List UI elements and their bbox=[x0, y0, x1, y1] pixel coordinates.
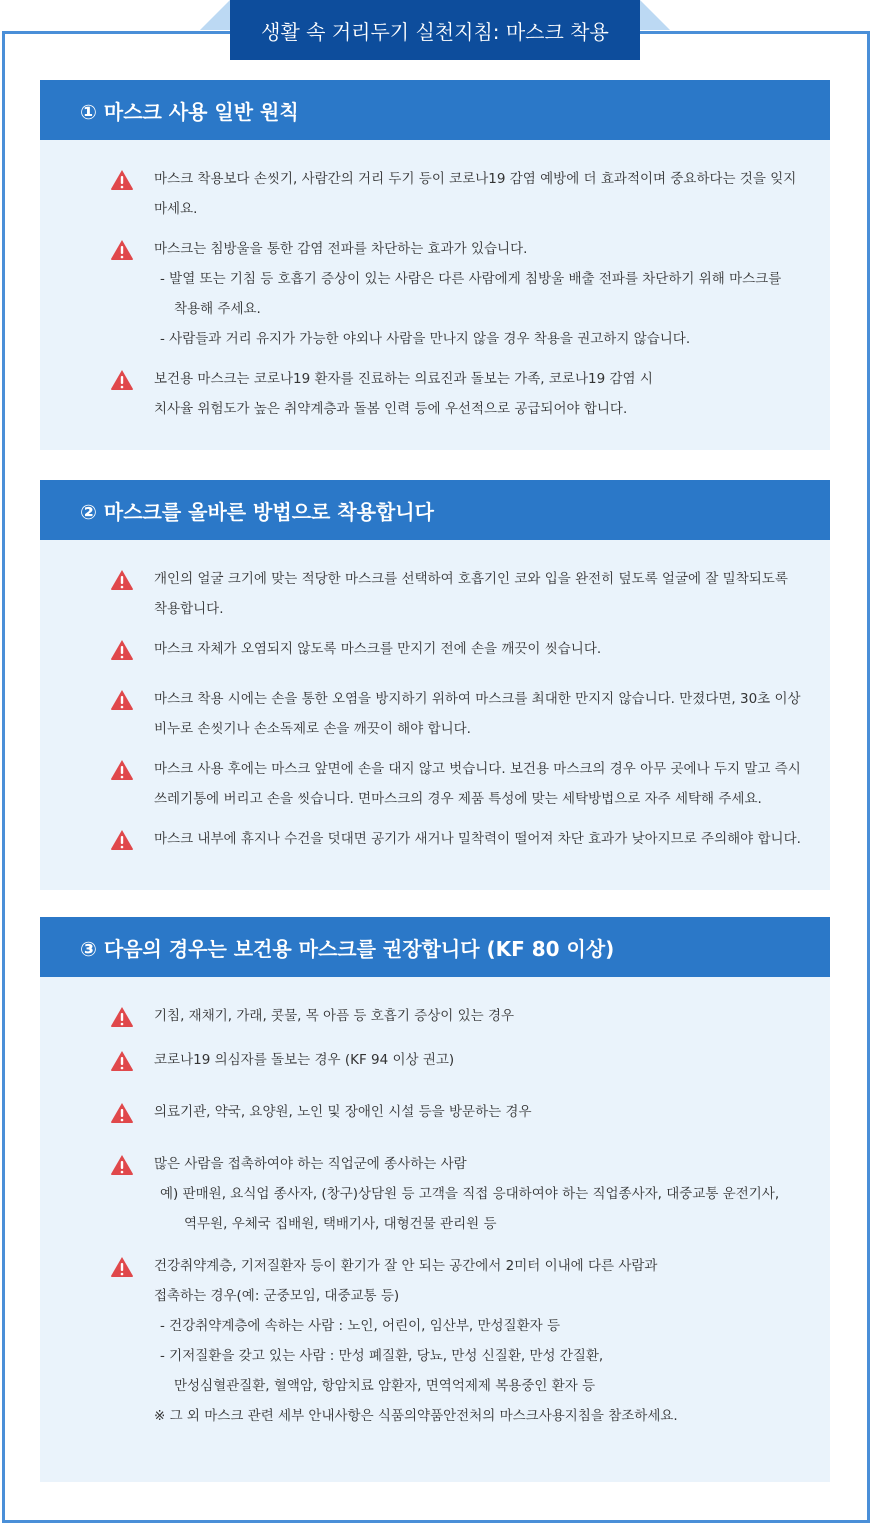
item-text: 의료기관, 약국, 요양원, 노인 및 장애인 시설 등을 방문하는 경우 bbox=[154, 1104, 532, 1120]
item-text: 기침, 재채기, 가래, 콧물, 목 아픔 등 호흡기 증상이 있는 경우 bbox=[154, 1008, 515, 1024]
item-text: 마세요. bbox=[154, 201, 198, 217]
item-subtext: - 사람들과 거리 유지가 가능한 야외나 사람을 만나지 않을 경우 착용을 권고하지 않습니다. bbox=[160, 331, 691, 347]
section-body bbox=[40, 540, 830, 890]
item-subtext: 만성심혈관질환, 혈액암, 항암치료 암환자, 면역억제제 복용중인 환자 등 bbox=[174, 1378, 596, 1394]
item-text: 비누로 손씻기나 손소독제로 손을 깨끗이 해야 합니다. bbox=[154, 721, 471, 737]
item-subtext: - 발열 또는 기침 등 호흡기 증상이 있는 사람은 다른 사람에게 침방울 배출 전파를 차단하기 위해 마스크를 bbox=[160, 271, 782, 287]
item-text: 코로나19 의심자를 돌보는 경우 (KF 94 이상 권고) bbox=[154, 1052, 455, 1068]
item-text: 많은 사람을 접촉하여야 하는 직업군에 종사하는 사람 bbox=[154, 1156, 467, 1172]
warning-triangle-icon bbox=[110, 1050, 134, 1072]
item-subtext: 착용해 주세요. bbox=[174, 301, 261, 317]
item-text: 치사율 위험도가 높은 취약계층과 돌봄 인력 등에 우선적으로 공급되어야 합니다. bbox=[154, 401, 628, 417]
warning-triangle-icon bbox=[110, 759, 134, 781]
item-text: 마스크 내부에 휴지나 수건을 덧대면 공기가 새거나 밀착력이 떨어져 차단 효과가 낮아지므로 주의해야 합니다. bbox=[154, 831, 801, 847]
section-heading: ③ 다음의 경우는 보건용 마스크를 권장합니다 (KF 80 이상) bbox=[40, 917, 830, 977]
reference-note: ※ 그 외 마스크 관련 세부 안내사항은 식품의약품안전처의 마스크사용지침을 참조하세요. bbox=[154, 1408, 678, 1424]
section-kf-mask-recommendation bbox=[40, 917, 830, 1482]
warning-triangle-icon bbox=[110, 1006, 134, 1028]
item-text: 접촉하는 경우(예: 군중모임, 대중교통 등) bbox=[154, 1288, 400, 1304]
item-text: 마스크는 침방울을 통한 감염 전파를 차단하는 효과가 있습니다. bbox=[154, 241, 528, 257]
warning-triangle-icon bbox=[110, 1154, 134, 1176]
item-text: 착용합니다. bbox=[154, 601, 224, 617]
section-body bbox=[40, 140, 830, 450]
warning-triangle-icon bbox=[110, 569, 134, 591]
warning-triangle-icon bbox=[110, 689, 134, 711]
warning-triangle-icon bbox=[110, 1256, 134, 1278]
section-wearing-method bbox=[40, 480, 830, 890]
tab-decoration-right bbox=[640, 0, 670, 30]
item-text: 개인의 얼굴 크기에 맞는 적당한 마스크를 선택하여 호흡기인 코와 입을 완전히 덮도록 얼굴에 잘 밀착되도록 bbox=[154, 571, 788, 587]
warning-triangle-icon bbox=[110, 829, 134, 851]
item-text: 마스크 착용보다 손씻기, 사람간의 거리 두기 등이 코로나19 감염 예방에 더 효과적이며 중요하다는 것을 잊지 bbox=[154, 171, 797, 187]
item-subtext: - 건강취약계층에 속하는 사람 : 노인, 어린이, 임산부, 만성질환자 등 bbox=[160, 1318, 560, 1334]
section-heading: ① 마스크 사용 일반 원칙 bbox=[40, 80, 830, 140]
section-body bbox=[40, 977, 830, 1482]
tab-decoration-left bbox=[200, 0, 230, 30]
item-text: 마스크 착용 시에는 손을 통한 오염을 방지하기 위하여 마스크를 최대한 만지지 않습니다. 만졌다면, 30초 이상 bbox=[154, 691, 801, 707]
section-general-principles bbox=[40, 80, 830, 450]
item-subtext: 역무원, 우체국 집배원, 택배기사, 대형건물 관리원 등 bbox=[184, 1216, 497, 1232]
warning-triangle-icon bbox=[110, 1102, 134, 1124]
item-text: 쓰레기통에 버리고 손을 씻습니다. 면마스크의 경우 제품 특성에 맞는 세탁방법으로 자주 세탁해 주세요. bbox=[154, 791, 762, 807]
warning-triangle-icon bbox=[110, 639, 134, 661]
item-subtext: 예) 판매원, 요식업 종사자, (창구)상담원 등 고객을 직접 응대하여야 하는 직업종사자, 대중교통 운전기사, bbox=[160, 1186, 780, 1202]
section-heading: ② 마스크를 올바른 방법으로 착용합니다 bbox=[40, 480, 830, 540]
item-text: 건강취약계층, 기저질환자 등이 환기가 잘 안 되는 공간에서 2미터 이내에 다른 사람과 bbox=[154, 1258, 658, 1274]
item-subtext: - 기저질환을 갖고 있는 사람 : 만성 폐질환, 당뇨, 만성 신질환, 만성 간질환, bbox=[160, 1348, 604, 1364]
item-text: 마스크 사용 후에는 마스크 앞면에 손을 대지 않고 벗습니다. 보건용 마스크의 경우 아무 곳에나 두지 말고 즉시 bbox=[154, 761, 801, 777]
warning-triangle-icon bbox=[110, 369, 134, 391]
warning-triangle-icon bbox=[110, 239, 134, 261]
item-text: 마스크 자체가 오염되지 않도록 마스크를 만지기 전에 손을 깨끗이 씻습니다. bbox=[154, 641, 602, 657]
item-text: 보건용 마스크는 코로나19 환자를 진료하는 의료진과 돌보는 가족, 코로나19 감염 시 bbox=[154, 371, 653, 387]
warning-triangle-icon bbox=[110, 169, 134, 191]
page-title: 생활 속 거리두기 실천지침: 마스크 착용 bbox=[230, 0, 640, 60]
